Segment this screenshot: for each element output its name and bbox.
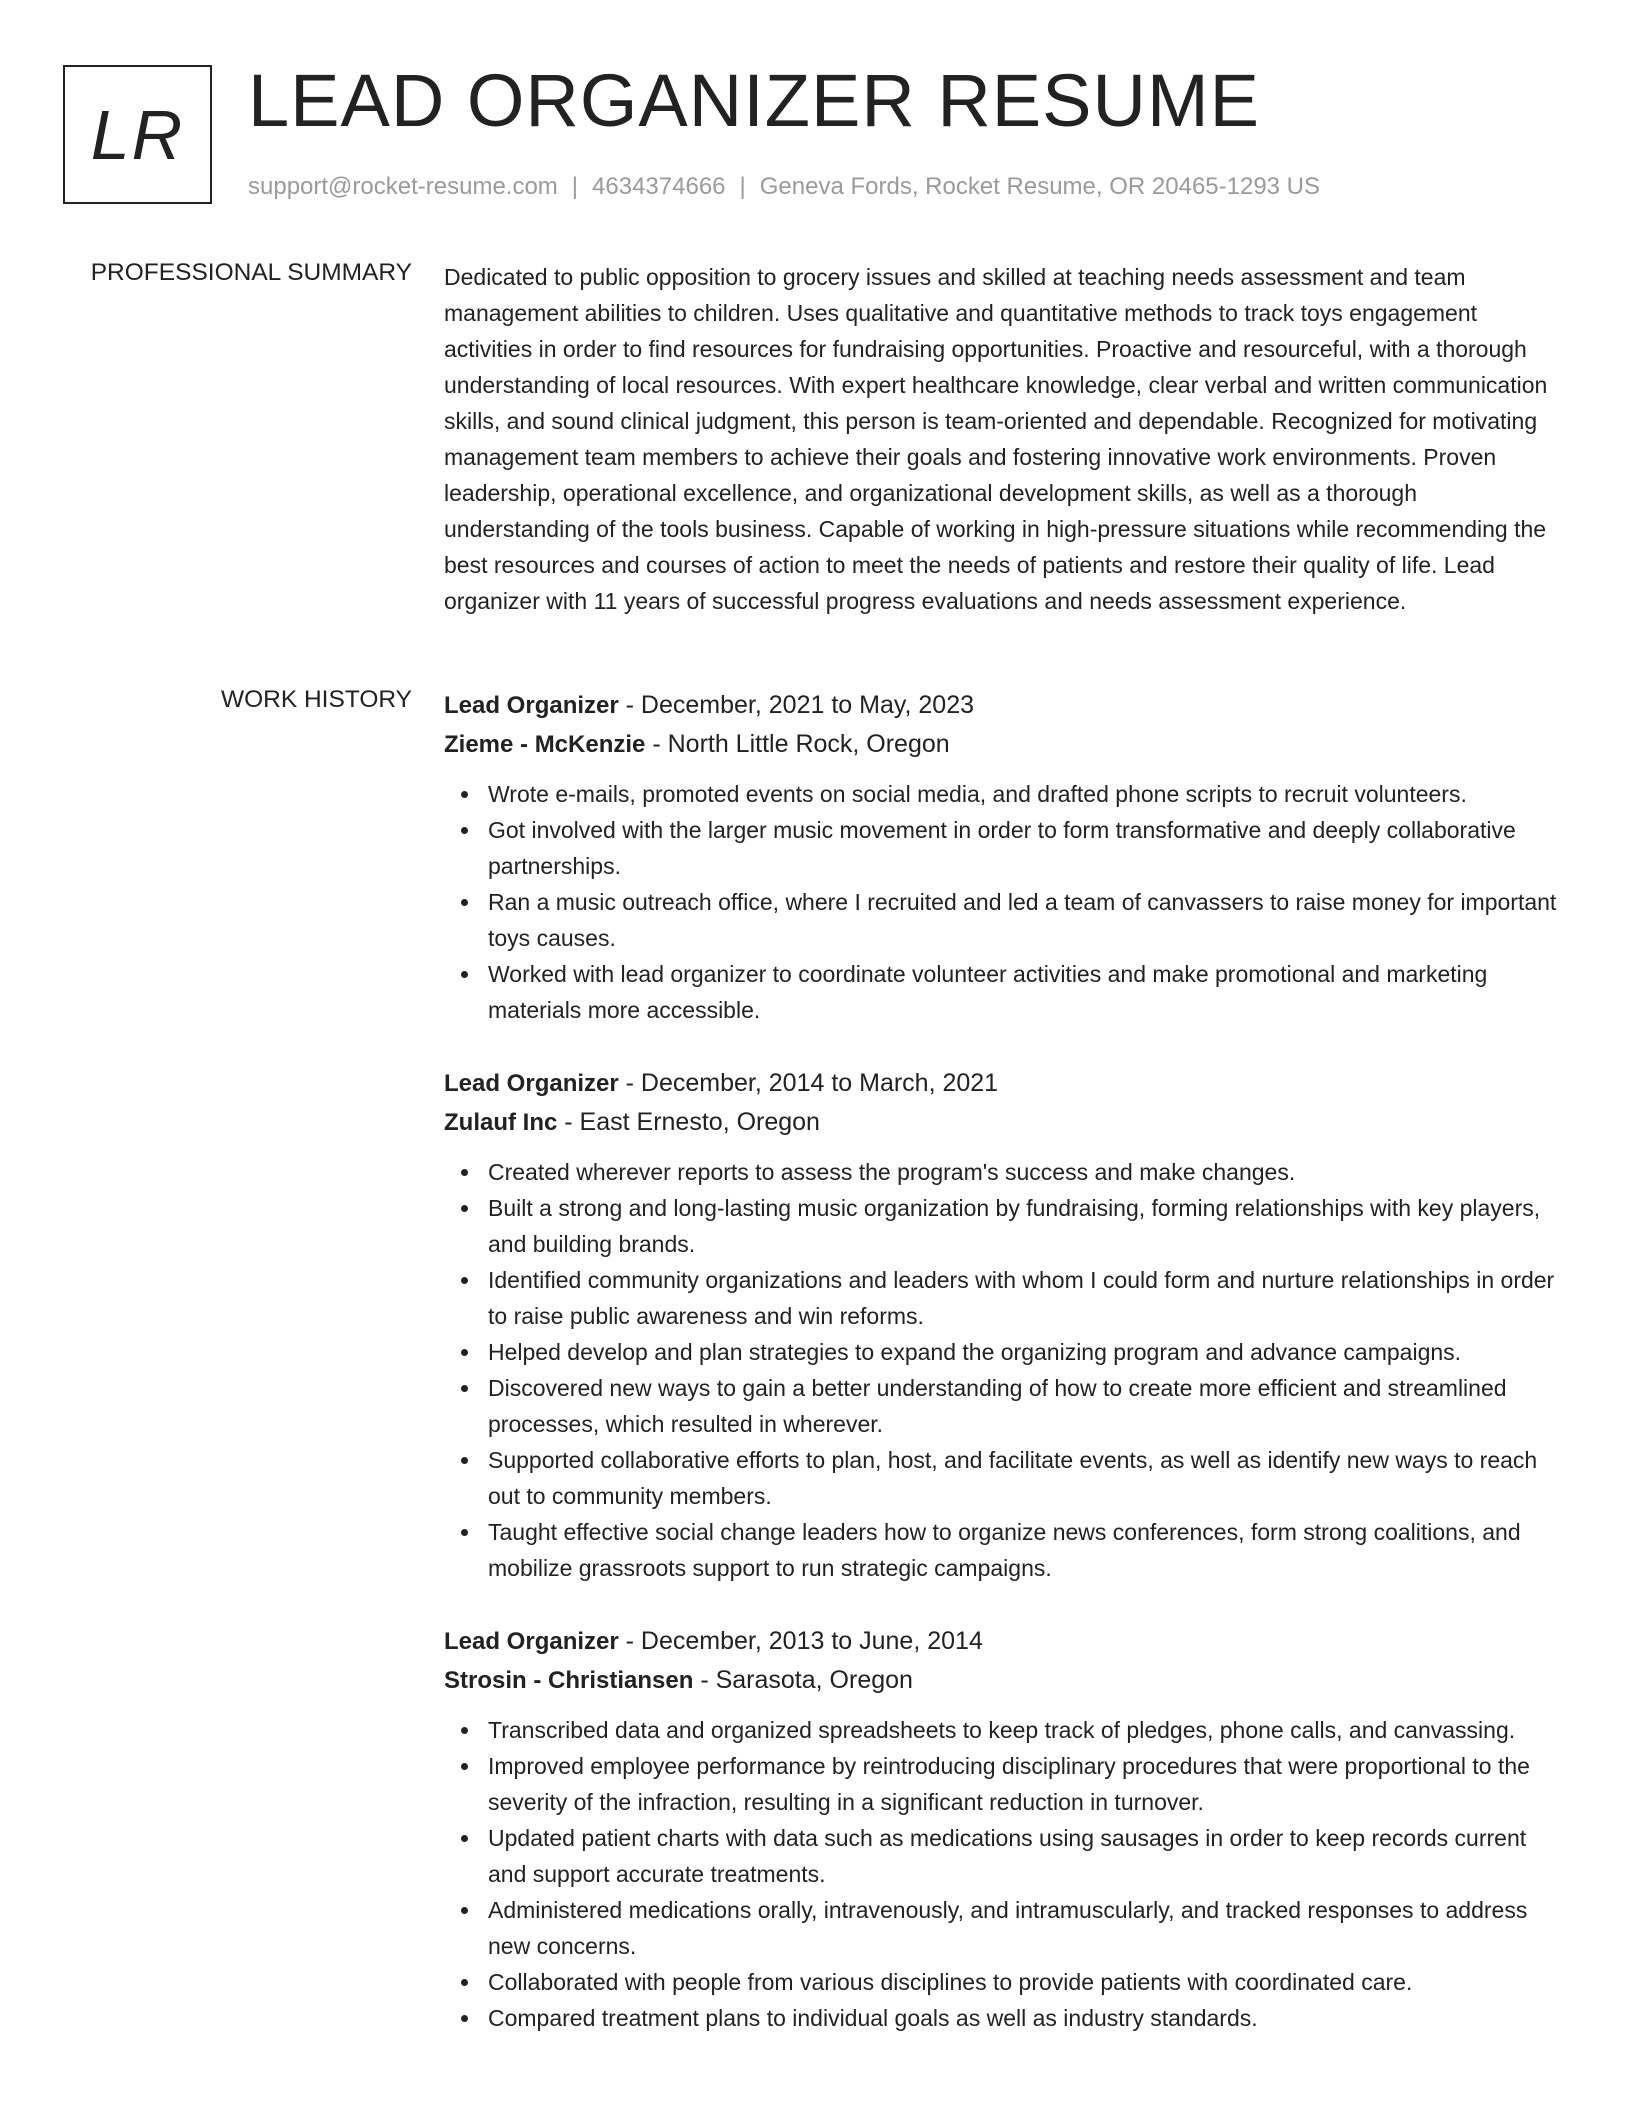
contact-line xyxy=(248,173,1320,201)
job-title-line xyxy=(444,1622,1560,1661)
job-location: - East Ernesto, Oregon xyxy=(557,1108,820,1136)
duty-item: Improved employee performance by reintroducing disciplinary procedures that were proportional to the severity of the infraction, resulting in a significant reduction in turnover. xyxy=(488,1748,1560,1820)
resume-title: LEAD ORGANIZER RESUME xyxy=(248,59,1260,142)
job-company: Zulauf Inc xyxy=(444,1109,558,1136)
duty-item: Ran a music outreach office, where I recruited and led a team of canvassers to raise money for important toys causes. xyxy=(488,884,1560,956)
job-company-line xyxy=(444,1661,1560,1700)
duty-item: Discovered new ways to gain a better understanding of how to create more efficient and streamlined processes, which resulted in wherever. xyxy=(488,1370,1560,1442)
job-location: - Sarasota, Oregon xyxy=(693,1666,913,1694)
job-dates: - December, 2021 to May, 2023 xyxy=(618,691,975,719)
duty-list xyxy=(444,776,1560,1028)
job-company-line xyxy=(444,1103,1560,1142)
job-title-line xyxy=(444,686,1560,725)
job-title: Lead Organizer xyxy=(444,692,619,719)
duty-item: Compared treatment plans to individual goals as well as industry standards. xyxy=(488,2000,1560,2036)
job-company: Strosin - Christiansen xyxy=(444,1667,694,1694)
contact-separator: | xyxy=(739,173,746,200)
job-title-line xyxy=(444,1064,1560,1103)
duty-item: Transcribed data and organized spreadsheets to keep track of pledges, phone calls, and canvassing. xyxy=(488,1712,1560,1748)
job-company: Zieme - McKenzie xyxy=(444,731,646,758)
job-location: - North Little Rock, Oregon xyxy=(645,730,950,758)
duty-item: Helped develop and plan strategies to expand the organizing program and advance campaigns. xyxy=(488,1334,1560,1370)
duty-item: Updated patient charts with data such as medications using sausages in order to keep records current and support accurate treatments. xyxy=(488,1820,1560,1892)
duty-item: Created wherever reports to assess the program's success and make changes. xyxy=(488,1154,1560,1190)
job-entry xyxy=(444,1064,1560,1586)
work-history-heading: WORK HISTORY xyxy=(220,686,412,713)
monogram-logo: LR xyxy=(63,65,212,204)
contact-email: support@rocket-resume.com xyxy=(248,173,558,200)
job-company-line xyxy=(444,725,1560,764)
job-entry xyxy=(444,1622,1560,2036)
duty-item: Got involved with the larger music movement in order to form transformative and deeply collaborative partnerships. xyxy=(488,812,1560,884)
job-dates: - December, 2014 to March, 2021 xyxy=(618,1069,999,1097)
duty-item: Administered medications orally, intravenously, and intramuscularly, and tracked responses to address new concerns. xyxy=(488,1892,1560,1964)
duty-item: Collaborated with people from various disciplines to provide patients with coordinated care. xyxy=(488,1964,1560,2000)
duty-item: Taught effective social change leaders how to organize news conferences, form strong coalitions, and mobilize grassroots support to run strategic campaigns. xyxy=(488,1514,1560,1586)
job-dates: - December, 2013 to June, 2014 xyxy=(618,1627,983,1655)
job-title: Lead Organizer xyxy=(444,1070,619,1097)
work-history-body xyxy=(444,686,1560,2072)
duty-item: Supported collaborative efforts to plan, host, and facilitate events, as well as identify new ways to reach out to community members. xyxy=(488,1442,1560,1514)
duty-item: Wrote e-mails, promoted events on social media, and drafted phone scripts to recruit volunteers. xyxy=(488,776,1560,812)
contact-separator: | xyxy=(571,173,579,200)
duty-list xyxy=(444,1712,1560,2036)
contact-phone: 4634374666 xyxy=(592,173,726,200)
duty-item: Built a strong and long-lasting music organization by fundraising, forming relationships with key players, and building brands. xyxy=(488,1190,1560,1262)
summary-heading: PROFESSIONAL SUMMARY xyxy=(90,259,412,286)
contact-address: Geneva Fords, Rocket Resume, OR 20465-1293 US xyxy=(759,173,1321,200)
job-title: Lead Organizer xyxy=(444,1628,619,1655)
duty-item: Worked with lead organizer to coordinate volunteer activities and make promotional and marketing materials more accessible. xyxy=(488,956,1560,1028)
job-entry xyxy=(444,686,1560,1028)
summary-body xyxy=(444,259,1560,619)
duty-list xyxy=(444,1154,1560,1586)
summary-text: Dedicated to public opposition to grocery issues and skilled at teaching needs assessment and team management abilities to children. Uses qualitative and quantitative methods to track toys engagement activities in order to find resources for fundraising opportunities. Proactive and resourceful, with a thorough understanding of local resources. With expert healthcare knowledge, clear verbal and written communication skills, and sound clinical judgment, this person is team-oriented and dependable. Recognized for motivating management team members to achieve their goals and fostering innovative work environments. Proven leadership, operational excellence, and organizational development skills, as well as a thorough understanding of the tools business. Capable of working in high-pressure situations while recommending the best resources and courses of action to meet the needs of patients and restore their quality of life. Lead organizer with 11 years of successful progress evaluations and needs assessment experience. xyxy=(444,264,1548,614)
duty-item: Identified community organizations and leaders with whom I could form and nurture relationships in order to raise public awareness and win reforms. xyxy=(488,1262,1560,1334)
